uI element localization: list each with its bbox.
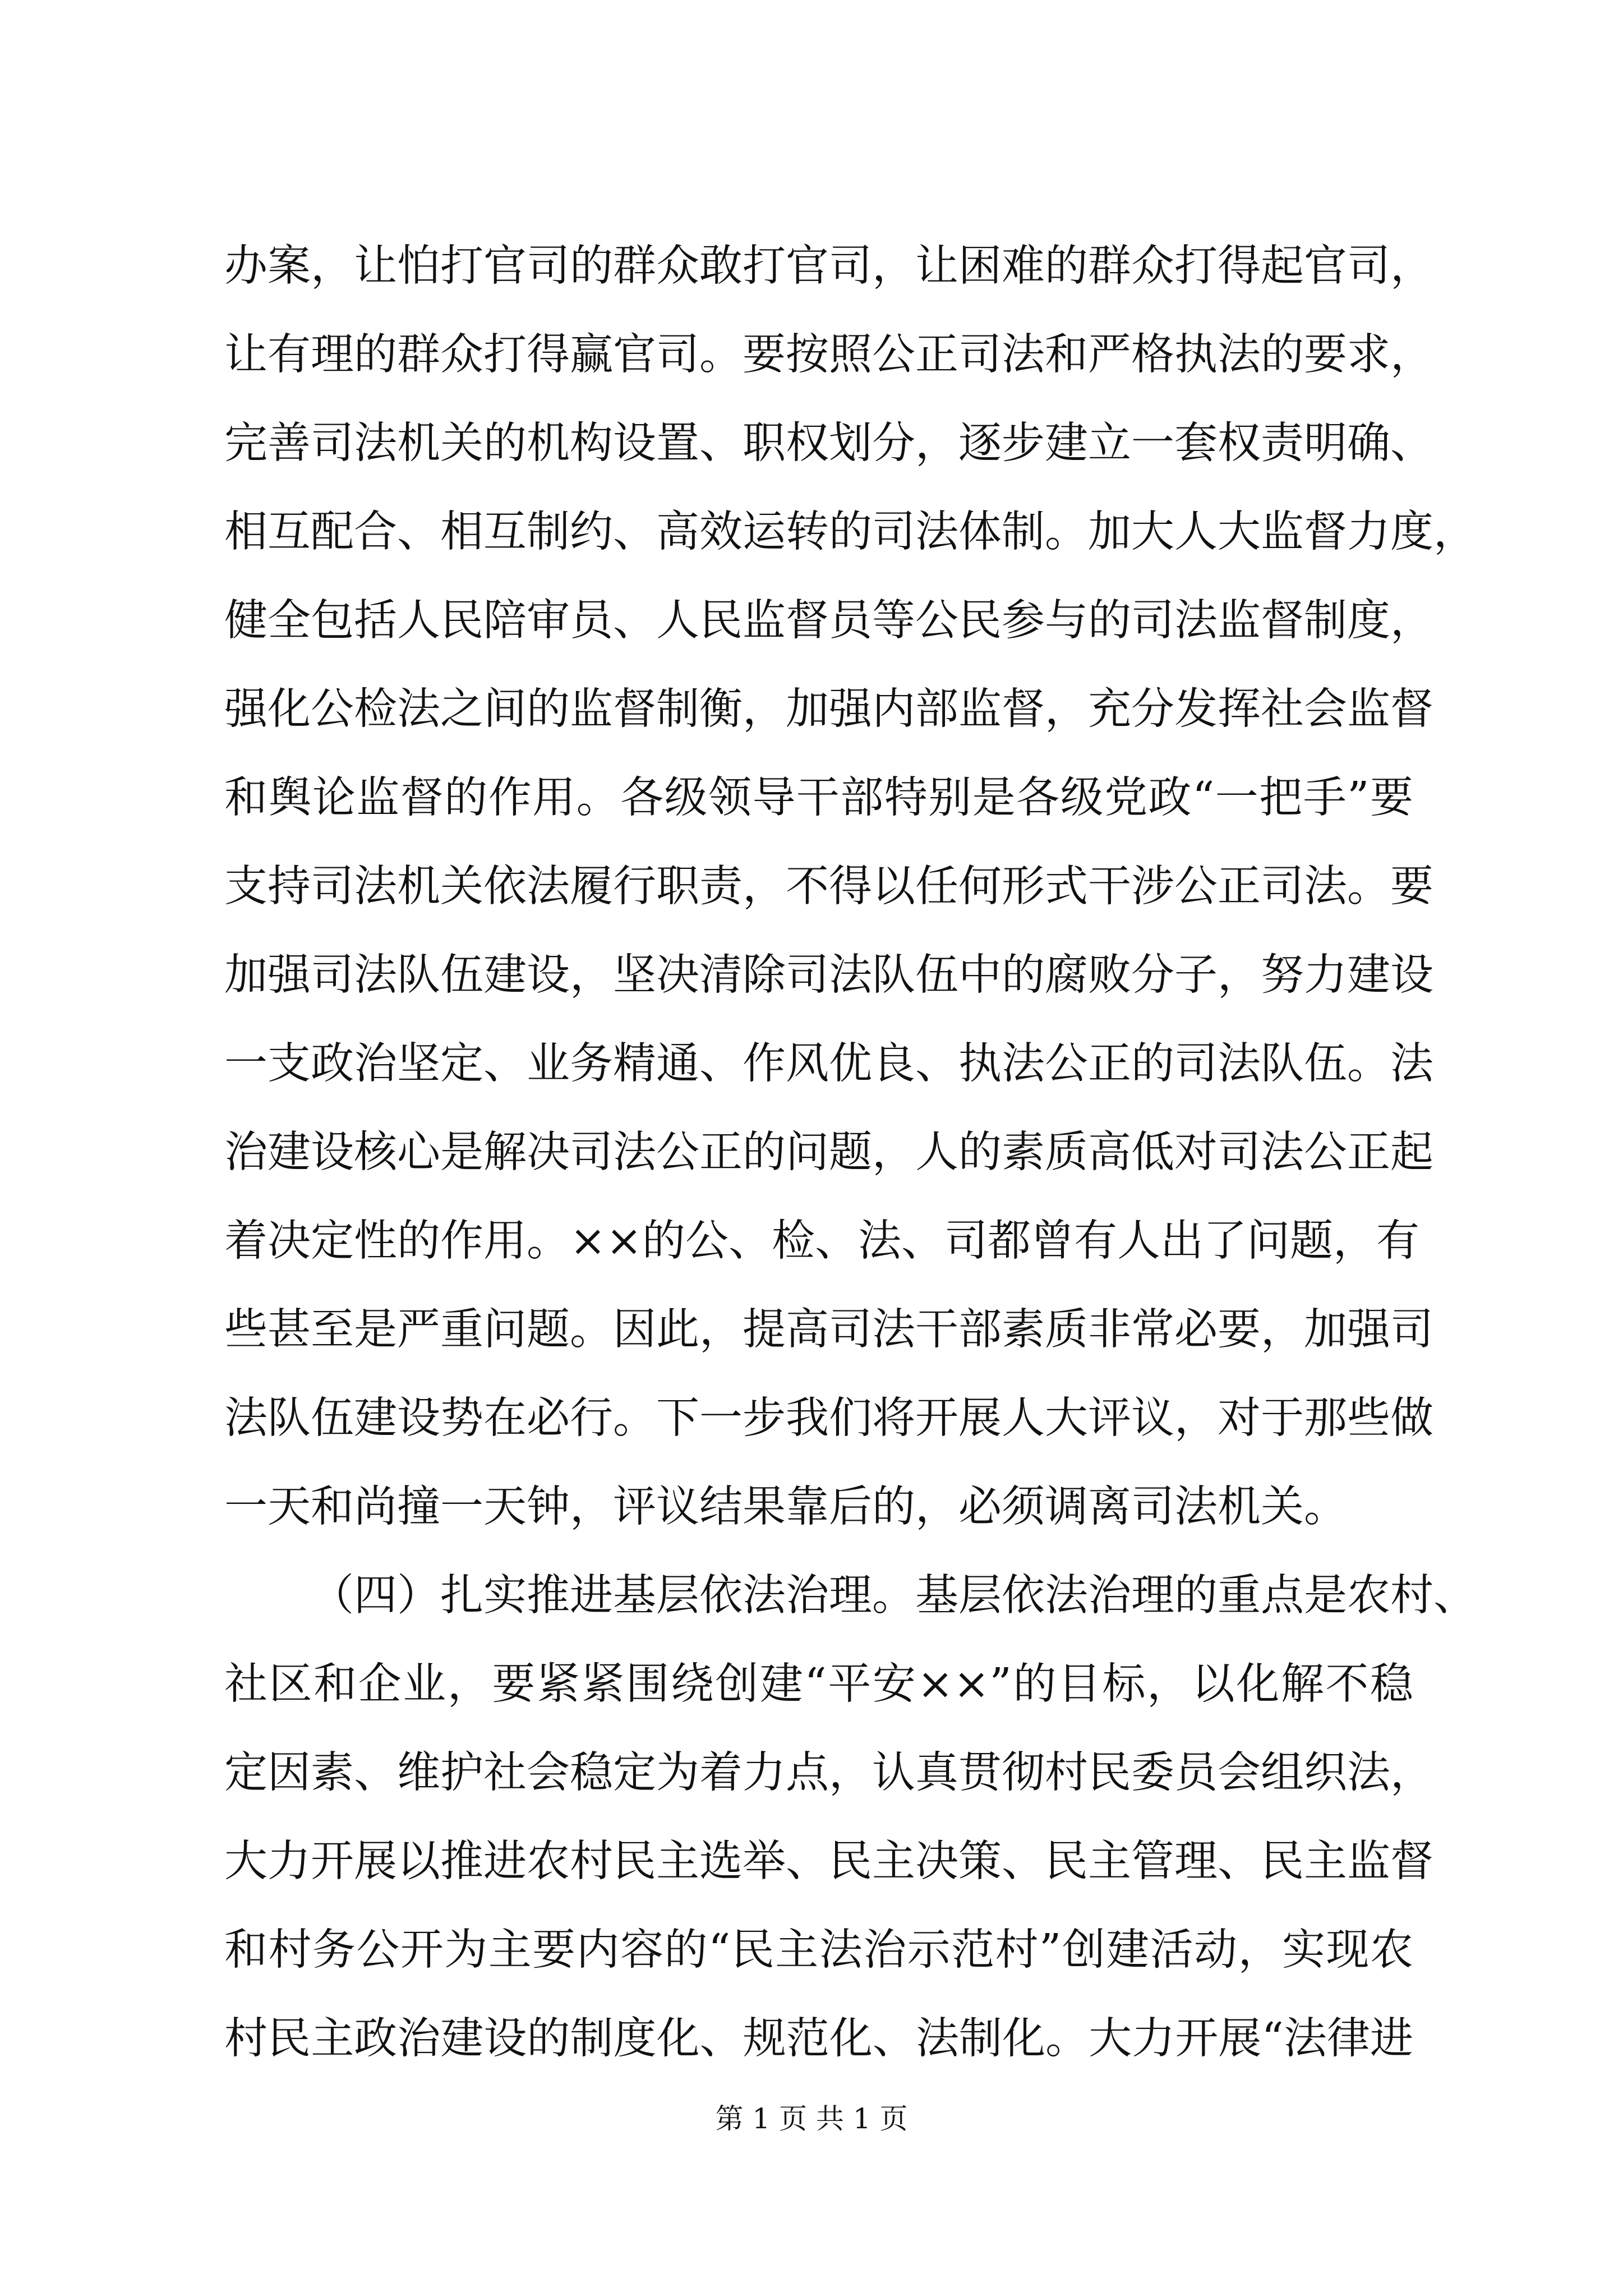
section-heading-line: （四）扎实推进基层依法治理。基层依法治理的重点是农村、 — [311, 1571, 1477, 1621]
text-line: 让有理的群众打得赢官司。要按照公正司法和严格执法的要求， — [224, 330, 1433, 380]
text-line: 加强司法队伍建设，坚决清除司法队伍中的腐败分子，努力建设 — [224, 950, 1433, 1000]
text-line: 治建设核心是解决司法公正的问题，人的素质高低对司法公正起 — [224, 1128, 1433, 1177]
text-line: 强化公检法之间的监督制衡，加强内部监督，充分发挥社会监督 — [224, 684, 1433, 734]
text-line: 相互配合、相互制约、高效运转的司法体制。加大人大监督力度， — [224, 507, 1477, 557]
page-number: 第 1 页 共 1 页 — [715, 2102, 908, 2135]
body-text — [224, 222, 1477, 2083]
text-line: 健全包括人民陪审员、人民监督员等公民参与的司法监督制度， — [224, 596, 1433, 646]
text-line: 一支政治坚定、业务精通、作风优良、执法公正的司法队伍。法 — [224, 1039, 1433, 1089]
page-footer — [0, 2099, 1623, 2138]
text-line: 办案，让怕打官司的群众敢打官司，让困难的群众打得起官司， — [224, 241, 1433, 291]
text-line: 和村务公开为主要内容的“民主法治示范村”创建活动，实现农 — [224, 1925, 1413, 1975]
text-line: 大力开展以推进农村民主选举、民主决策、民主管理、民主监督 — [224, 1837, 1433, 1887]
text-line: 法队伍建设势在必行。下一步我们将开展人大评议，对于那些做 — [224, 1393, 1433, 1443]
text-line: 支持司法机关依法履行职责，不得以任何形式干涉公正司法。要 — [224, 862, 1433, 912]
text-line: 定因素、维护社会稳定为着力点，认真贯彻村民委员会组织法， — [224, 1748, 1433, 1798]
text-line: 着决定性的作用。××的公、检、法、司都曾有人出了问题，有 — [224, 1216, 1420, 1266]
text-line: 些甚至是严重问题。因此，提高司法干部素质非常必要，加强司 — [224, 1305, 1433, 1355]
paragraph-end-line: 一天和尚撞一天钟，评议结果靠后的，必须调离司法机关。 — [224, 1482, 1347, 1532]
text-line: 社区和企业，要紧紧围绕创建“平安××”的目标，以化解不稳 — [224, 1659, 1413, 1709]
text-line: 和舆论监督的作用。各级领导干部特别是各级党政“一把手”要 — [224, 773, 1413, 823]
text-line: 村民主政治建设的制度化、规范化、法制化。大力开展“法律进 — [224, 2014, 1413, 2064]
text-line: 完善司法机关的机构设置、职权划分，逐步建立一套权责明确、 — [224, 418, 1433, 468]
